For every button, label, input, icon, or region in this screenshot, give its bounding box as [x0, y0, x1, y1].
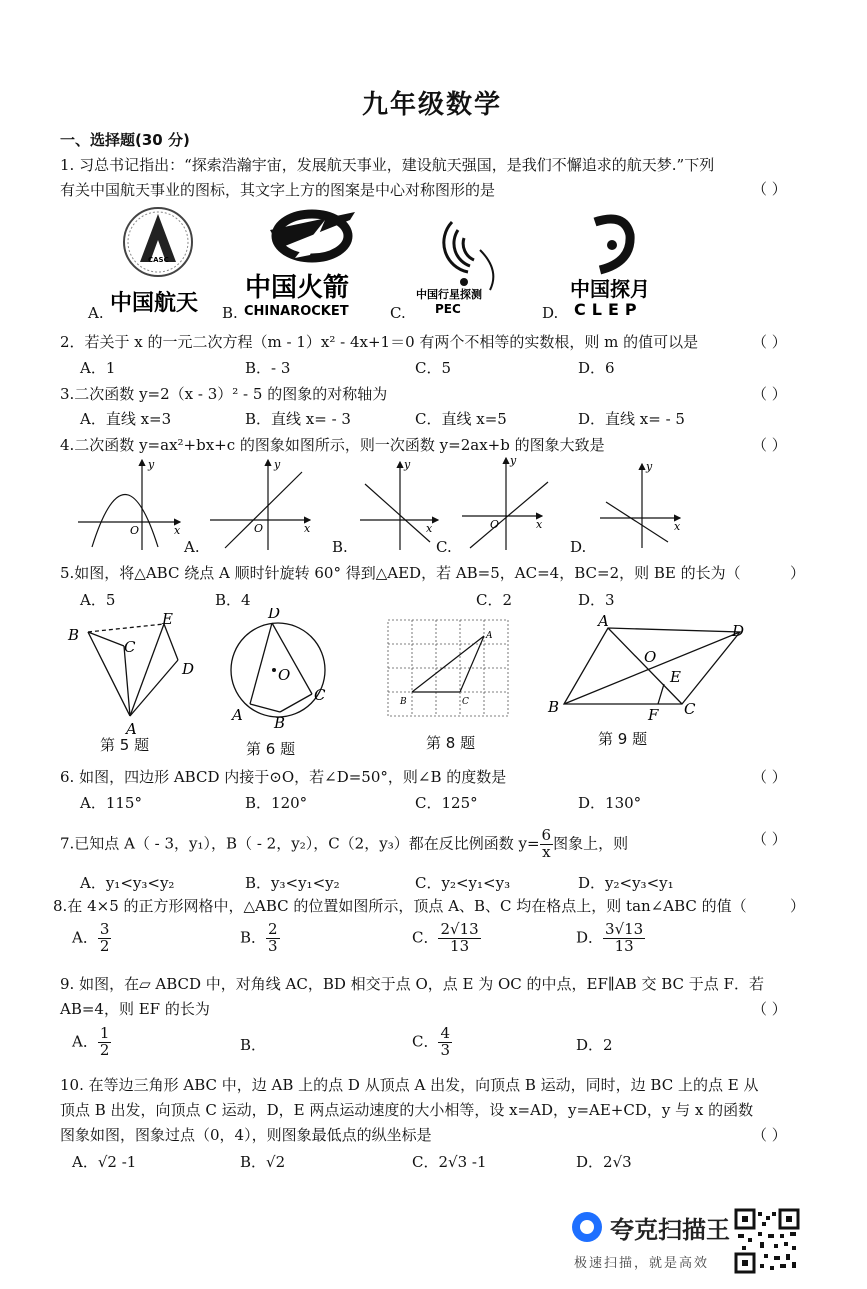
svg-text:A: A [598, 612, 609, 630]
svg-text:B: B [548, 698, 560, 716]
q8-opt-d: D． $\frac{3√13}{13}$ [576, 920, 644, 955]
svg-text:O: O [278, 666, 291, 684]
svg-text:O: O [254, 522, 264, 535]
q1-opt-a: A. [88, 304, 104, 322]
logo-b-zh: 中国火箭 [245, 273, 350, 303]
caption-q9: 第 9 题 [598, 730, 648, 748]
q7-fraction: $\frac{6}{x}$ [541, 826, 552, 861]
q10-opt-c: C．2√3 -1 [412, 1153, 487, 1171]
answer-paren-close: ） [790, 564, 806, 582]
answer-paren: （ ） [752, 436, 787, 454]
q2-opt-b: B．- 3 [245, 359, 291, 377]
q2-stem: 2．若关于 x 的一元二次方程（m - 1）x² - 4x+1＝0 有两个不相等的实数根，则 m 的值可以是 [60, 333, 699, 351]
svg-text:C: C [462, 697, 469, 707]
q4-stem: 4.二次函数 y=ax²+bx+c 的图象如图所示，则一次函数 y=2ax+b 的图象大致是 [60, 436, 605, 454]
answer-paren: （ ） [752, 180, 787, 198]
qr-code-icon [734, 1208, 800, 1274]
watermark-brand: 夸克扫描王 [610, 1216, 730, 1244]
answer-paren: （ ） [752, 1126, 787, 1144]
svg-text:O: O [130, 524, 140, 537]
q3-opt-c: C．直线 x=5 [415, 410, 507, 428]
q3-stem: 3.二次函数 y=2（x - 3）² - 5 的图象的对称轴为 [60, 385, 388, 403]
q7-opt-d: D．y₂<y₃<y₁ [578, 874, 674, 892]
q3-opt-a: A．直线 x=3 [80, 410, 172, 428]
fig6-labels [230, 608, 326, 732]
answer-paren: （ ） [752, 768, 787, 786]
q4-graph-d [600, 464, 680, 548]
svg-text:F: F [648, 706, 659, 724]
figures-row [60, 608, 780, 738]
q4-opt-b: B. [332, 538, 348, 556]
svg-text:y: y [274, 458, 281, 471]
caption-q6: 第 6 题 [246, 740, 296, 758]
svg-text:D: D [268, 608, 281, 622]
q6-opt-c: C．125° [415, 794, 478, 812]
q5-opt-a: A．5 [80, 591, 116, 609]
q8-opt-a: A． $\frac{3}{2}$ [72, 920, 110, 955]
logo-d-en: CLEP [574, 300, 643, 319]
answer-paren-close: ） [790, 897, 806, 915]
q4-graphs [70, 452, 690, 552]
q5-opt-c: C．2 [476, 591, 513, 609]
answer-paren: （ ） [752, 830, 787, 848]
q1-opt-c: C. [390, 304, 406, 322]
q9-opt-d: D．2 [576, 1036, 613, 1054]
fig9-parallelogram [564, 628, 740, 704]
answer-paren: （ ） [752, 385, 787, 403]
q4-opt-a: A. [184, 538, 200, 556]
q5-stem: 5.如图，将△ABC 绕点 A 顺时针旋转 60° 得到△AED，若 AB=5，AC=4，BC=2，则 BE 的长为（ [60, 564, 741, 582]
q6-stem: 6. 如图，四边形 ABCD 内接于⊙O，若∠D=50°，则∠B 的度数是 [60, 768, 507, 786]
q1-line1: 1. 习总书记指出：“探索浩瀚宇宙，发展航天事业，建设航天强国，是我们不懈追求的航天梦.”下列 [60, 156, 715, 174]
logo-c-en: PEC [435, 302, 461, 316]
svg-text:A: A [486, 631, 493, 641]
q9-line2: AB=4，则 EF 的长为 [60, 1000, 210, 1018]
svg-text:B: B [274, 714, 286, 732]
q8-opt-c: C． $\frac{2√13}{13}$ [412, 920, 479, 955]
q10-opt-b: B．√2 [240, 1153, 286, 1171]
svg-text:E: E [162, 610, 173, 628]
svg-text:B: B [68, 626, 80, 644]
svg-text:E: E [670, 668, 681, 686]
q5-opt-d: D．3 [578, 591, 615, 609]
q7-opt-b: B．y₃<y₁<y₂ [245, 874, 340, 892]
fig8-labels [399, 631, 493, 707]
q10-opt-d: D．2√3 [576, 1153, 632, 1171]
q2-opt-c: C．5 [415, 359, 452, 377]
svg-text:x: x [304, 522, 311, 535]
svg-text:x: x [674, 520, 681, 533]
logo-b-en: CHINAROCKET [244, 304, 349, 319]
svg-text:y: y [646, 460, 653, 473]
q3-opt-b: B．直线 x= - 3 [245, 410, 351, 428]
svg-text:A: A [232, 706, 243, 724]
q4-graph-parabola [78, 460, 180, 550]
svg-text:y: y [510, 454, 517, 467]
answer-paren: （ ） [752, 1000, 787, 1018]
svg-text:D: D [182, 660, 195, 678]
svg-text:x: x [426, 522, 433, 535]
svg-text:D: D [732, 622, 745, 640]
svg-text:B: B [400, 697, 407, 707]
q1-line2: 有关中国航天事业的图标，其文字上方的图案是中心对称图形的是 [60, 181, 496, 199]
q1-opt-b: B. [222, 304, 238, 322]
q6-opt-d: D．130° [578, 794, 642, 812]
casc-logo [124, 208, 192, 276]
logo-c-zh: 中国行星探测 [416, 288, 482, 301]
svg-text:O: O [644, 648, 657, 666]
svg-text:C: C [124, 638, 136, 656]
caption-q5: 第 5 题 [100, 736, 150, 754]
q1-opt-d: D. [542, 304, 559, 322]
q9-opt-b: B． [240, 1036, 267, 1054]
page-title: 九年级数学 [362, 90, 503, 120]
q4-graph-a [210, 460, 310, 550]
q10-line3: 图象如图，图象过点（0，4），则图象最低点的纵坐标是 [60, 1126, 432, 1144]
q4-opt-c: C. [436, 538, 452, 556]
q6-opt-a: A．115° [80, 794, 142, 812]
svg-text:x: x [536, 518, 543, 531]
q9-line1: 9. 如图，在▱ ABCD 中，对角线 AC，BD 相交于点 O，点 E 为 OC 的中点，EF∥AB 交 BC 于点 F．若 [60, 975, 764, 993]
section-heading: 一、选择题(30 分) [60, 131, 190, 149]
q7-stem: 7.已知点 A（ - 3，y₁），B（ - 2，y₂），C（2，y₃）都在反比例函数 y= $\frac{6}{x}$ 图象上，则 [60, 826, 629, 861]
q3-opt-d: D．直线 x= - 5 [578, 410, 685, 428]
q4-graph-c [462, 458, 548, 550]
logo-casc-text: CASC [148, 256, 169, 264]
answer-paren: （ ） [752, 333, 787, 351]
watermark-slogan: 极速扫描，就是高效 [574, 1256, 710, 1271]
svg-text:y: y [404, 458, 411, 471]
q2-opt-a: A．1 [80, 359, 116, 377]
clep-logo [595, 219, 630, 270]
fig8-triangle [412, 636, 484, 692]
q8-opt-b: B． $\frac{2}{3}$ [240, 920, 278, 955]
q2-opt-d: D．6 [578, 359, 615, 377]
q4-opt-d: D. [570, 538, 587, 556]
q4-graph-b [360, 462, 438, 550]
svg-text:C: C [684, 700, 696, 718]
logo-a-text: 中国航天 [110, 291, 199, 316]
caption-q8: 第 8 题 [426, 734, 476, 752]
q7-opt-c: C．y₂<y₁<y₃ [415, 874, 511, 892]
pec-logo [444, 222, 493, 290]
logo-d-zh: 中国探月 [570, 277, 650, 301]
q6-opt-b: B．120° [245, 794, 308, 812]
fig5-labels [67, 610, 194, 738]
q9-opt-a: A． $\frac{1}{2}$ [72, 1024, 110, 1059]
svg-text:y: y [148, 458, 155, 471]
q9-opt-c: C． $\frac{4}{3}$ [412, 1024, 451, 1059]
q7-opt-a: A．y₁<y₃<y₂ [80, 874, 175, 892]
svg-text:O: O [490, 518, 500, 531]
svg-text:x: x [174, 524, 181, 537]
q8-stem: 8.在 4×5 的正方形网格中，△ABC 的位置如图所示，顶点 A、B、C 均在格点上，则 tan∠ABC 的值（ [53, 897, 747, 915]
q5-opt-b: B．4 [215, 591, 251, 609]
svg-text:C: C [314, 686, 326, 704]
svg-text:A: A [126, 720, 137, 738]
q10-opt-a: A．√2 -1 [72, 1153, 137, 1171]
q10-line2: 顶点 B 出发，向顶点 C 运动，D，E 两点运动速度的大小相等，设 x=AD，y=AE+CD，y 与 x 的函数 [60, 1101, 754, 1119]
rocket-logo [270, 212, 355, 258]
q10-line1: 10. 在等边三角形 ABC 中，边 AB 上的点 D 从顶点 A 出发，向顶点 B 运动，同时，边 BC 上的点 E 从 [60, 1076, 759, 1094]
quark-logo-icon [572, 1212, 602, 1242]
